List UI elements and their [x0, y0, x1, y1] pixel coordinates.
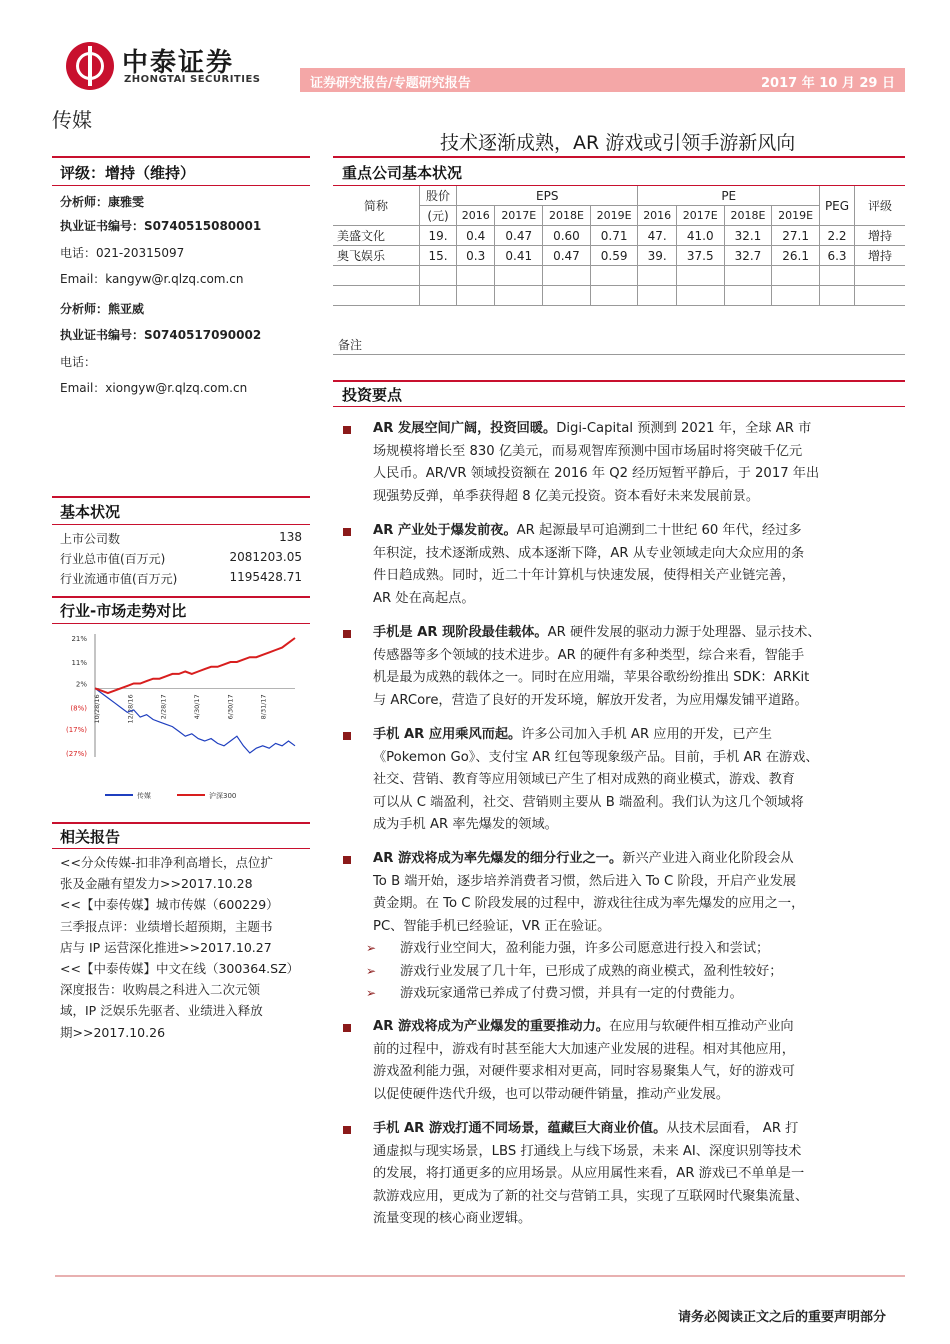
invest-point-line: 款游戏应用，更成为了新的社交与营销工具，实现了互联网时代聚集流量、 — [373, 1188, 809, 1204]
related-report-line: <<【中泰传媒】城市传媒（600229） — [60, 897, 279, 913]
footer-divider — [55, 1275, 905, 1277]
company-cell: 0.59 — [590, 246, 638, 266]
y-tick-label: (27%) — [65, 750, 87, 758]
company-cell: 增持 — [855, 226, 906, 246]
invest-point-text: Digi-Capital 预测到 2021 年，全球 AR 市 — [556, 421, 812, 436]
invest-point — [373, 1118, 893, 1231]
invest-point-text: AR 起源最早可追溯到二十世纪 60 年代，经过多 — [516, 523, 802, 538]
invest-point-line — [373, 1016, 893, 1039]
empty-cell — [457, 286, 495, 306]
analyst-email: Email：kangyw@r.qlzq.com.cn — [60, 272, 244, 286]
x-tick-label: 8/31/17 — [259, 694, 268, 720]
bullet-square-icon — [343, 426, 351, 434]
company-cell: 19. — [420, 226, 457, 246]
key-companies-table-wrap — [333, 186, 905, 306]
pe-year-header: 2019E — [772, 206, 820, 226]
invest-point-lead: 手机 AR 游戏打通不同场景，蕴藏巨大商业价值。 — [373, 1121, 667, 1136]
legend-label: 传媒 — [137, 792, 151, 800]
footer-disclaimer: 请务必阅读正文之后的重要声明部分 — [677, 1310, 886, 1325]
bullet-square-icon — [343, 856, 351, 864]
pe-year-header: 2018E — [724, 206, 772, 226]
company-cell: 增持 — [855, 246, 906, 266]
company-cell: 32.1 — [724, 226, 772, 246]
empty-cell — [638, 266, 676, 286]
invest-point-line: 年积淀，技术逐渐成熟、成本逐渐下降，AR 从专业领域走向大众应用的条 — [373, 545, 805, 561]
bullet-square-icon — [343, 732, 351, 740]
company-cell: 0.60 — [543, 226, 591, 246]
related-report-line: 张及金融有望发力>>2017.10.28 — [60, 876, 253, 892]
company-cell: 0.47 — [543, 246, 591, 266]
report-date: 2017 年 10 月 29 日 — [761, 76, 895, 91]
divider — [333, 406, 905, 407]
invest-point-lead: 手机 AR 应用乘风而起。 — [373, 727, 522, 742]
logo-mark — [66, 42, 114, 90]
empty-cell — [855, 286, 906, 306]
empty-cell — [772, 266, 820, 286]
related-report-line: <<分众传媒-扣非净利高增长，点位扩 — [60, 855, 273, 870]
empty-cell — [495, 286, 543, 306]
empty-cell — [820, 286, 855, 306]
invest-sub-point: 游戏行业空间大，盈利能力强，许多公司愿意进行投入和尝试； — [400, 941, 770, 956]
empty-cell — [543, 266, 591, 286]
invest-point-lead: AR 产业处于爆发前夜。 — [373, 523, 517, 538]
x-tick-label: 6/30/17 — [226, 694, 235, 720]
company-cell: 0.41 — [495, 246, 543, 266]
y-tick-label: (8%) — [70, 704, 87, 713]
invest-point-lead: AR 游戏将成为率先爆发的细分行业之一。 — [373, 851, 623, 866]
x-tick-label: 10/28/16 — [93, 694, 101, 724]
company-row — [333, 246, 905, 266]
col-eps: EPS — [457, 186, 638, 206]
invest-point-line: 游戏盈利能力强，对硬件要求相对更高，同时容易聚集人气，好的游戏可 — [373, 1064, 795, 1079]
legend-label: 沪深300 — [209, 792, 237, 800]
invest-point — [373, 1016, 893, 1106]
col-price: 股价 — [420, 186, 457, 206]
invest-point-line: 件日趋成熟。同时，近二十年计算机与快速发展，使得相关产业链完善， — [373, 568, 795, 583]
invest-point — [373, 622, 893, 712]
analyst-email: Email：xiongyw@r.qlzq.com.cn — [60, 381, 248, 395]
empty-cell — [333, 266, 420, 286]
related-report-line: 域，IP 泛娱乐先驱者、业绩进入释放 — [60, 1003, 263, 1019]
empty-row — [333, 286, 905, 306]
invest-point — [373, 520, 893, 610]
invest-point-line: 通虚拟与现实场景，LBS 打通线上与线下场景，未来 AI、深度识别等技术 — [373, 1143, 802, 1159]
divider — [52, 185, 310, 186]
col-abbr: 简称 — [333, 186, 420, 226]
empty-cell — [676, 286, 724, 306]
invest-point-line: 现强势反弹，单季获得超 8 亿美元投资。资本看好未来发展前景。 — [373, 488, 760, 504]
invest-point — [373, 724, 893, 837]
analyst-cert: 执业证书编号：S0740517090002 — [60, 328, 262, 342]
year-header-row — [333, 206, 905, 226]
sub-bullet-arrow-icon: ➢ — [366, 986, 377, 1000]
divider — [52, 156, 310, 158]
company-cell: 15. — [420, 246, 457, 266]
invest-point-line: 《Pokemon Go》、支付宝 AR 红包等现象级产品。目前，手机 AR 在游戏、 — [373, 749, 819, 765]
company-cell: 2.2 — [820, 226, 855, 246]
empty-cell — [457, 266, 495, 286]
rating: 评级：增持（维持） — [60, 164, 196, 182]
eps-year-header: 2017E — [495, 206, 543, 226]
related-report-line: 店与 IP 运营深化推进>>2017.10.27 — [60, 939, 272, 955]
invest-point-line — [373, 622, 893, 645]
empty-cell — [676, 266, 724, 286]
invest-point-line — [373, 724, 893, 747]
bullet-square-icon — [343, 1126, 351, 1134]
col-pe: PE — [638, 186, 820, 206]
company-cell: 奥飞娱乐 — [333, 246, 420, 266]
brand-name-en: ZHONGTAI SECURITIES — [124, 74, 261, 85]
key-companies-table — [333, 186, 905, 306]
sub-bullet-arrow-icon: ➢ — [366, 941, 377, 955]
invest-point-line: 传感器等多个领域的技术进步。AR 的硬件有多种类型，综合来看，智能手 — [373, 647, 805, 663]
invest-point-line: 成为手机 AR 率先爆发的领域。 — [373, 817, 558, 832]
invest-point-text: 在应用与软硬件相互推动产业向 — [608, 1019, 794, 1034]
invest-point-text: AR 硬件发展的驱动力源于处理器、显示技术、 — [547, 625, 821, 640]
related-report-line: 期>>2017.10.26 — [60, 1024, 166, 1040]
table-note: 备注 — [338, 338, 363, 352]
eps-year-header: 2016 — [457, 206, 495, 226]
bullet-square-icon — [343, 630, 351, 638]
company-cell: 0.71 — [590, 226, 638, 246]
company-cell: 39. — [638, 246, 676, 266]
company-cell: 32.7 — [724, 246, 772, 266]
invest-title: 投资要点 — [342, 386, 403, 404]
company-cell: 美盛文化 — [333, 226, 420, 246]
related-report-line: <<【中泰传媒】中文在线（300364.SZ） — [60, 961, 300, 976]
invest-point-line: 场规模将增长至 830 亿美元，而易观智库预测中国市场届时将突破千亿元 — [373, 443, 803, 459]
empty-cell — [855, 266, 906, 286]
invest-point-text: 从技术层面看， AR 打 — [666, 1121, 799, 1136]
invest-point-lead: 手机是 AR 现阶段最佳载体。 — [373, 625, 548, 640]
company-cell: 41.0 — [676, 226, 724, 246]
basic-value: 138 — [279, 530, 302, 544]
brand-name-cn: 中泰证券 — [122, 48, 235, 78]
empty-cell — [420, 266, 457, 286]
basic-value: 2081203.05 — [229, 550, 302, 564]
invest-point-line: 以促使硬件迭代升级，也可以带动硬件销量，推动产业发展。 — [373, 1086, 730, 1102]
empty-row — [333, 266, 905, 286]
col-peg: PEG — [820, 186, 855, 226]
related-report-line: 三季报点评：业绩增长超预期，主题书 — [60, 918, 273, 934]
empty-cell — [495, 266, 543, 286]
invest-point-text: 新兴产业进入商业化阶段会从 — [622, 851, 794, 866]
empty-cell — [724, 266, 772, 286]
invest-point-lead: AR 发展空间广阔，投资回暖。 — [373, 421, 557, 436]
empty-cell — [543, 286, 591, 306]
invest-point-line: AR 处在高起点。 — [373, 590, 475, 606]
invest-point-line: 社交、营销、教育等应用领域已产生了相对成熟的商业模式，游戏、教育 — [373, 772, 795, 787]
y-tick-label: 2% — [75, 680, 87, 689]
bullet-square-icon — [343, 528, 351, 536]
col-rating: 评级 — [855, 186, 906, 226]
page-title: 技术逐渐成熟，AR 游戏或引领手游新风向 — [440, 132, 796, 154]
key-companies-title: 重点公司基本状况 — [342, 164, 463, 182]
pe-year-header: 2017E — [676, 206, 724, 226]
basic-value: 1195428.71 — [229, 570, 302, 584]
series-line-csi300 — [95, 638, 295, 693]
pe-year-header: 2016 — [638, 206, 676, 226]
company-cell: 37.5 — [676, 246, 724, 266]
report-type: 证券研究报告/专题研究报告 — [310, 76, 471, 91]
company-cell: 0.4 — [457, 226, 495, 246]
report-header-bar — [300, 68, 905, 92]
divider — [52, 496, 310, 498]
analyst-name: 分析师：熊亚威 — [60, 302, 145, 316]
analyst-cert: 执业证书编号：S0740515080001 — [60, 219, 262, 233]
divider — [52, 848, 310, 849]
invest-sub-point: 游戏行业发展了几十年，已形成了成熟的商业模式，盈利性较好； — [400, 963, 783, 979]
company-cell: 0.3 — [457, 246, 495, 266]
company-cell: 47. — [638, 226, 676, 246]
invest-point-line: 黄金期。在 To C 阶段发展的过程中，游戏往往成为率先爆发的应用之一， — [373, 896, 805, 911]
empty-cell — [638, 286, 676, 306]
x-tick-label: 2/28/17 — [159, 694, 168, 720]
invest-point — [373, 848, 893, 938]
divider — [52, 623, 310, 624]
x-tick-label: 12/28/16 — [126, 694, 135, 724]
y-tick-label: 21% — [71, 635, 87, 643]
analyst-phone: 电话： — [60, 355, 97, 369]
invest-point-line: 可以从 C 端盈利，社交、营销则主要从 B 端盈利。我们认为这几个领域将 — [373, 794, 804, 810]
x-tick-label: 4/30/17 — [193, 694, 201, 720]
analyst-phone: 电话：021-20315097 — [60, 246, 185, 260]
basic-info-title: 基本状况 — [60, 503, 121, 521]
company-cell: 0.47 — [495, 226, 543, 246]
company-row — [333, 226, 905, 246]
empty-cell — [590, 286, 638, 306]
divider — [52, 822, 310, 824]
related-reports-title: 相关报告 — [60, 828, 121, 846]
invest-point-line: To B 端开始，逐步培养消费者习惯，然后进入 To C 阶段，开启产业发展 — [373, 873, 797, 889]
market-chart-title: 行业-市场走势对比 — [60, 602, 187, 620]
invest-point-line: 机是最为成熟的载体之一。同时在应用端，苹果谷歌纷纷推出 SDK：ARKit — [373, 670, 810, 685]
related-report-line: 深度报告：收购晨之科进入二次元领 — [60, 982, 261, 998]
analyst-name: 分析师：康雅雯 — [60, 195, 145, 209]
invest-sub-point: 游戏玩家通常已养成了付费习惯，并具有一定的付费能力。 — [400, 986, 743, 1001]
y-tick-label: 11% — [71, 658, 87, 667]
empty-cell — [420, 286, 457, 306]
company-cell: 26.1 — [772, 246, 820, 266]
basic-key: 行业总市值(百万元) — [60, 552, 166, 566]
divider — [333, 354, 905, 355]
sub-bullet-arrow-icon: ➢ — [366, 963, 377, 978]
invest-point-line: 流量变现的核心商业逻辑。 — [373, 1211, 532, 1226]
y-tick-label: (17%) — [65, 726, 87, 735]
basic-key: 行业流通市值(百万元) — [60, 572, 178, 586]
invest-point-line: 的发展，将打通更多的应用场景。从应用属性来看，AR 游戏已不单单是一 — [373, 1166, 805, 1181]
invest-point-line: 与 ARCore，营造了良好的开发环境，解放开发者，为应用爆发铺平道路。 — [373, 692, 808, 708]
divider — [52, 524, 310, 525]
invest-point-line: PC、智能手机已经验证，VR 正在验证。 — [373, 918, 611, 934]
invest-point-line — [373, 1118, 893, 1141]
divider — [333, 380, 905, 382]
divider — [52, 596, 310, 598]
sector-label: 传媒 — [52, 108, 92, 132]
invest-point-line — [373, 520, 893, 543]
eps-year-header: 2019E — [590, 206, 638, 226]
empty-cell — [590, 266, 638, 286]
empty-cell — [333, 286, 420, 306]
bullet-square-icon — [343, 1024, 351, 1032]
invest-point-line — [373, 418, 893, 441]
invest-point-lead: AR 游戏将成为产业爆发的重要推动力。 — [373, 1019, 609, 1034]
divider — [333, 156, 905, 158]
market-trend-chart — [55, 628, 310, 808]
invest-point-line: 前的过程中，游戏有时甚至能大大加速产业发展的进程。相对其他应用， — [373, 1041, 795, 1057]
empty-cell — [724, 286, 772, 306]
company-cell: 27.1 — [772, 226, 820, 246]
invest-point-text: 许多公司加入手机 AR 应用的开发，已产生 — [521, 727, 772, 742]
company-cell: 6.3 — [820, 246, 855, 266]
empty-cell — [820, 266, 855, 286]
empty-cell — [772, 286, 820, 306]
col-unit: (元) — [420, 206, 457, 226]
invest-point-line: 人民币。AR/VR 领域投资额在 2016 年 Q2 经历短暂平静后，于 2017 年出 — [373, 466, 820, 481]
invest-point-line — [373, 848, 893, 871]
eps-year-header: 2018E — [543, 206, 591, 226]
basic-key: 上市公司数 — [60, 532, 121, 546]
invest-point — [373, 418, 893, 508]
